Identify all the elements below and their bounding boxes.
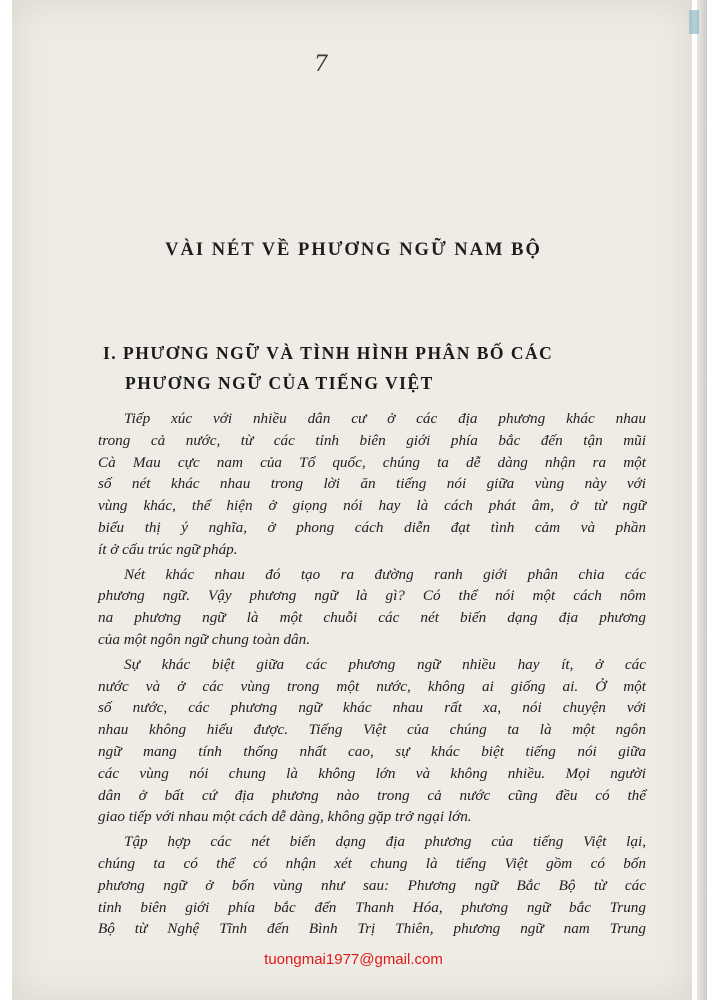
paragraph-2 [98, 564, 646, 651]
text-line: phương ngữ. Vậy phương ngữ là gì? Có thể nói một cách nôm [98, 587, 646, 605]
watermark-email: tuongmai1977@gmail.com [264, 951, 443, 968]
text-line: số nét khác nhau trong lời ăn tiếng nói giữa vùng này với [98, 475, 646, 493]
text-line: biểu thị ý nghĩa, ở phong cách diễn đạt tình cảm và phần [98, 518, 646, 536]
text-line: Cà Mau cực nam của Tổ quốc, chúng ta dễ dàng nhận ra một [98, 453, 646, 471]
section-heading [103, 338, 663, 398]
body-text [98, 408, 646, 943]
text-line: Tiếp xúc với nhiều dân cư ở các địa phương khác nhau [124, 410, 646, 427]
page-edge [697, 0, 707, 1000]
text-line: nước và ở các vùng trong một nước, không ai giống ai. Ở một [98, 677, 646, 695]
text-line: ngữ mang tính thống nhất cao, sự khác biệt tiếng nói giữa [98, 742, 646, 760]
text-line: Nét khác nhau đó tạo ra đường ranh giới phân chia các [124, 565, 646, 583]
paragraph-1 [98, 408, 646, 561]
text-line: vùng khác, thể hiện ở giọng nói hay là cách phát âm, ở từ ngữ [98, 497, 646, 515]
paragraph-3 [98, 654, 646, 828]
page-number: 7 [314, 52, 328, 77]
corner-tab [689, 10, 699, 34]
text-line: nhau không hiểu được. Tiếng Việt của chúng ta là một ngôn [98, 721, 646, 739]
text-line: giao tiếp với nhau một cách dễ dàng, không gặp trở ngại lớn. [98, 808, 472, 826]
text-line: của một ngôn ngữ chung toàn dân. [98, 630, 311, 648]
text-line: chúng ta có thể có nhận xét chung là tiếng Việt gồm có bốn [98, 854, 646, 872]
section-heading-line-1: I. PHƯƠNG NGỮ VÀ TÌNH HÌNH PHÂN BỐ CÁC [103, 343, 554, 363]
text-line: ít ở cấu trúc ngữ pháp. [98, 540, 238, 558]
section-heading-line-2: PHƯƠNG NGỮ CỦA TIẾNG VIỆT [125, 373, 434, 393]
paragraph-4 [98, 831, 646, 940]
text-line: trong cả nước, từ các tỉnh biên giới phía bắc đến tận mũi [98, 431, 646, 449]
text-line: Tập hợp các nét biến dạng địa phương của tiếng Việt lại, [124, 833, 646, 851]
text-line: Bộ từ Nghệ Tĩnh đến Bình Trị Thiên, phương ngữ nam Trung [98, 920, 646, 938]
text-line: số nước, các phương ngữ khác nhau rất xa, nói chuyện với [98, 699, 646, 717]
chapter-title: VÀI NÉT VỀ PHƯƠNG NGỮ NAM BỘ [165, 240, 542, 260]
text-line: dân ở bất cứ địa phương nào trong cả nước cũng đều có thể [98, 786, 646, 804]
text-line: tỉnh biên giới phía bắc đến Thanh Hóa, phương ngữ bắc Trung [98, 898, 646, 916]
text-line: na phương ngữ là một chuỗi các nét biến dạng địa phương [98, 609, 646, 627]
text-line: các vùng nói chung là không lớn và không nhiều. Mọi người [98, 764, 646, 782]
text-line: Sự khác biệt giữa các phương ngữ nhiều hay ít, ở các [124, 655, 646, 673]
text-line: phương ngữ ở bốn vùng như sau: Phương ngữ Bắc Bộ từ các [98, 876, 646, 894]
